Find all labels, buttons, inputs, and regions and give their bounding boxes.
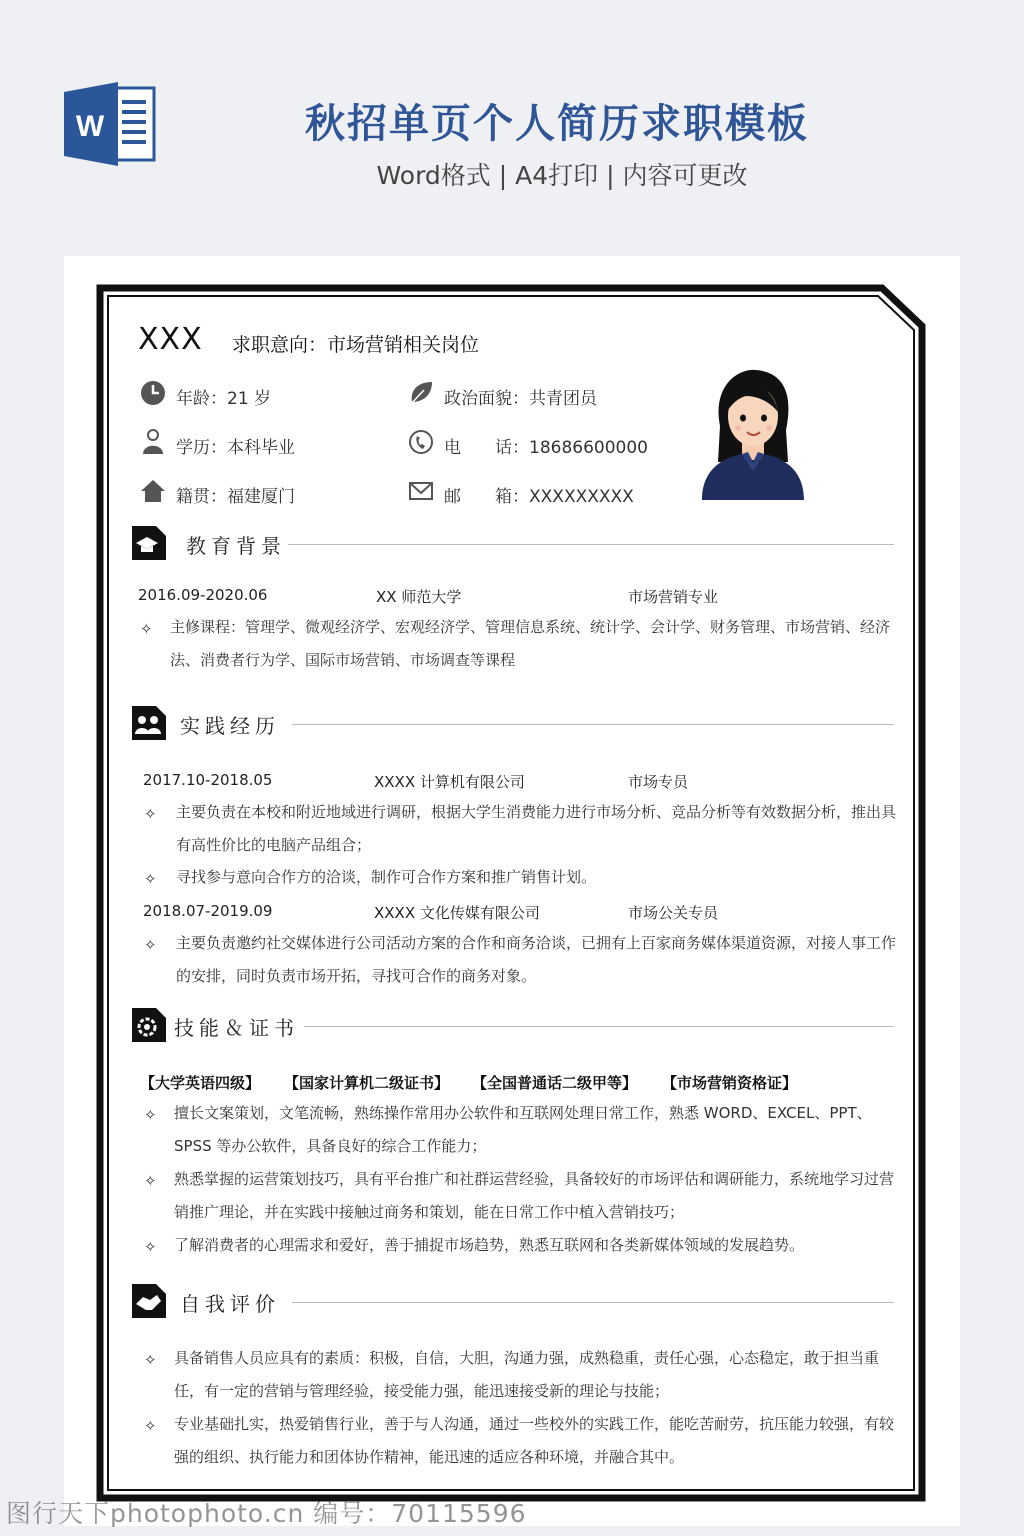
- page-title: 秋招单页个人简历求职模板: [305, 101, 809, 147]
- cert-badge: 【市场营销资格证】: [662, 1074, 798, 1092]
- skill-item-1: 擅长文案策划，文笔流畅，熟练操作常用办公软件和互联网处理日常工作，熟悉 WORD、EXCEL、PPT、SPSS 等办公软件，具备良好的综合工作能力；: [174, 1104, 872, 1155]
- mail-icon: [408, 478, 434, 504]
- page-subtitle: Word格式 | A4打印 | 内容可更改: [376, 161, 748, 190]
- section-education: 教育背景: [128, 522, 894, 562]
- bullet-icon: ✧: [144, 870, 157, 888]
- bullet-icon: ✧: [144, 1172, 157, 1190]
- candidate-name: XXX: [138, 322, 203, 357]
- job-intent: 求职意向：市场营销相关岗位: [232, 334, 480, 356]
- job2-company: XXXX 文化传媒有限公司: [374, 904, 540, 922]
- team-icon: [128, 702, 168, 742]
- bullet-icon: ✧: [144, 936, 157, 954]
- svg-text:W: W: [75, 110, 105, 143]
- cert-badge: 【全国普通话二级甲等】: [472, 1074, 638, 1092]
- home-icon: [140, 478, 166, 504]
- gear-icon: [128, 1004, 168, 1044]
- self-item-2: 专业基础扎实，热爱销售行业，善于与人沟通，通过一些校外的实践工作，能吃苦耐劳，抗压能力较强，有较强的组织、执行能力和团体协作精神，能迅速的适应各种环境，并融合其中。: [174, 1415, 895, 1466]
- phone-icon: [408, 429, 434, 455]
- edu-major: 市场营销专业: [628, 588, 719, 606]
- skill-item-2: 熟悉掌握的运营策划技巧，具有平台推广和社群运营经验，具备较好的市场评估和调研能力，系统地学习过营销推广理论，并在实践中接触过商务和策划，能在日常工作中植入营销技巧；: [174, 1170, 895, 1221]
- edu-courses: 主修课程：管理学、微观经济学、宏观经济学、管理信息系统、统计学、会计学、财务管理、市场营销、经济法、消费者行为学、国际市场营销、市场调查等课程: [170, 618, 891, 669]
- watermark: 图行天下photophoto.cn 编号：70115596: [6, 1499, 527, 1528]
- leaf-icon: [408, 380, 434, 406]
- bullet-icon: ✧: [144, 1351, 157, 1369]
- bullet-icon: ✧: [144, 1106, 157, 1124]
- avatar: [698, 366, 808, 500]
- cert-badge: 【大学英语四级】: [140, 1074, 261, 1092]
- section-practice: 实践经历: [128, 702, 894, 742]
- graduation-cap-icon: [128, 522, 168, 562]
- job1-item-2: 寻找参与意向合作方的洽谈，制作可合作方案和推广销售计划。: [176, 868, 597, 886]
- job2-period: 2018.07-2019.09: [143, 902, 273, 920]
- handshake-icon: [128, 1280, 168, 1320]
- bullet-icon: ✧: [140, 620, 153, 638]
- person-icon: [140, 429, 166, 455]
- job1-item-1: 主要负责在本校和附近地域进行调研，根据大学生消费能力进行市场分析、竞品分析等有效数据分析，推出具有高性价比的电脑产品组合；: [176, 803, 897, 854]
- job2-item-1: 主要负责邀约社交媒体进行公司活动方案的合作和商务洽谈，已拥有上百家商务媒体渠道资源，对接人事工作的安排，同时负责市场开拓，寻找可合作的商务对象。: [176, 934, 897, 985]
- bullet-icon: ✧: [144, 805, 157, 823]
- edu-period: 2016.09-2020.06: [138, 586, 268, 604]
- job1-company: XXXX 计算机有限公司: [374, 773, 525, 791]
- bullet-icon: ✧: [144, 1417, 157, 1435]
- edu-school: XX 师范大学: [376, 588, 462, 606]
- section-self-eval: 自我评价: [128, 1280, 894, 1320]
- clock-icon: [140, 380, 166, 406]
- bullet-icon: ✧: [144, 1238, 157, 1256]
- skill-item-3: 了解消费者的心理需求和爱好，善于捕捉市场趋势，熟悉互联网和各类新媒体领域的发展趋势。: [174, 1236, 805, 1254]
- self-item-1: 具备销售人员应具有的素质：积极，自信，大胆，沟通力强，成熟稳重，责任心强，心态稳定，敢于担当重任，有一定的营销与管理经验，接受能力强，能迅速接受新的理论与技能；: [174, 1349, 880, 1400]
- section-skills: 技能＆证书: [128, 1004, 894, 1044]
- job2-role: 市场公关专员: [628, 904, 719, 922]
- job1-role: 市场专员: [628, 773, 689, 791]
- job1-period: 2017.10-2018.05: [143, 771, 273, 789]
- cert-badge: 【国家计算机二级证书】: [284, 1074, 450, 1092]
